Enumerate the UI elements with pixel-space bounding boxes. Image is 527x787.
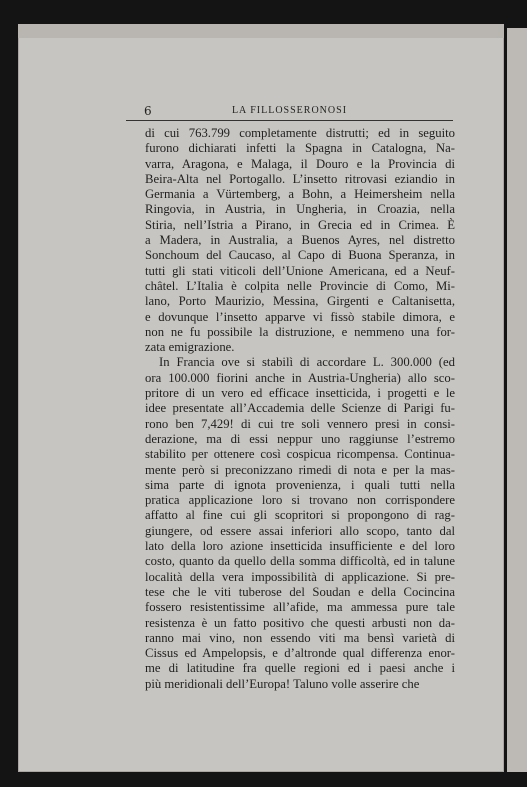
text-line: Ringovia, in Austria, in Ungheria, in Croazia, nella bbox=[145, 202, 455, 217]
text-line: ora 100.000 fiorini anche in Austria-Ungheria) allo sco- bbox=[145, 370, 455, 385]
text-line: lato della loro azione insetticida insufficiente e del loro bbox=[145, 539, 455, 554]
text-line: Beira-Alta nel Portogallo. L’insetto ritrovasi eziandio in bbox=[145, 171, 455, 186]
text-line: me di latitudine fra quelle regioni ed i paesi anche i bbox=[145, 661, 455, 676]
text-line: Stiria, nell’Istria a Pirano, in Grecia ed in Crimea. È bbox=[145, 217, 455, 232]
text-line: affatto al fine cui gli scopritori si propongono di rag- bbox=[145, 508, 455, 523]
page-number: 6 bbox=[144, 104, 152, 118]
text-line: non ne fu possibile la distruzione, e nemmeno una for- bbox=[145, 324, 455, 339]
text-line: ranno mai vino, non essendo viti ma bensì varietà di bbox=[145, 630, 455, 645]
text-line: e dovunque l’insetto apparve vi fissò stabile dimora, e bbox=[145, 309, 455, 324]
text-line: zata emigrazione. bbox=[145, 340, 235, 355]
text-line: più meridionali dell’Europa! Taluno volle asserire che bbox=[145, 676, 420, 691]
text-line: varra, Aragona, e Malaga, il Douro e la Provincia di bbox=[145, 156, 455, 171]
text-line: località della vera impossibilità di applicazione. Si pre- bbox=[145, 569, 455, 584]
text-line: châtel. L’Italia è colpita nelle Provincie di Como, Mi- bbox=[145, 278, 455, 293]
text-line: costo, quanto da quello della somma difficoltà, ed in talune bbox=[145, 554, 455, 569]
text-line: stabilito per ottenere così cospicua ricompensa. Continua- bbox=[145, 447, 455, 462]
text-line: resistenza è un fatto positivo che questi arbusti non da- bbox=[145, 615, 455, 630]
text-line: idee presentate all’Accademia delle Scienze di Parigi fu- bbox=[145, 401, 455, 416]
text-line: Germania a Vürtemberg, a Bohn, a Heimersheim nella bbox=[145, 187, 455, 202]
text-line: lano, Porto Maurizio, Messina, Girgenti e Caltanisetta, bbox=[145, 294, 455, 309]
adjacent-page-edge bbox=[507, 28, 527, 772]
text-line: In Francia ove si stabilì di accordare L. 300.000 (ed bbox=[159, 355, 455, 370]
text-line: pratica applicazione loro si trovano non corrispondere bbox=[145, 493, 455, 508]
text-line: tese che le viti tuberose del Soudan e della Cocincina bbox=[145, 584, 455, 599]
page-header bbox=[126, 104, 453, 121]
text-line: furono dichiarati infetti la Spagna in Catalogna, Na- bbox=[145, 141, 455, 156]
text-line: Sonchoum del Caucaso, al Capo di Buona Speranza, in bbox=[145, 248, 455, 263]
text-line: pritore di un vero ed efficace insetticida, i progetti e le bbox=[145, 386, 455, 401]
text-line: mente però si preconizzano rimedi di nota e per la mas- bbox=[145, 462, 455, 477]
text-line: giungere, od essere assai inferiori allo scopo, tanto dal bbox=[145, 523, 455, 538]
body-text bbox=[145, 126, 455, 692]
text-line: a Madera, in Australia, a Buenos Ayres, nel distretto bbox=[145, 233, 455, 248]
text-line: Cissus ed Ampelopsis, e d’altronde qual differenza enor- bbox=[145, 646, 455, 661]
text-line: sima parte di ignota provenienza, i quali tutti nella bbox=[145, 477, 455, 492]
text-line: di cui 763.799 completamente distrutti; ed in seguito bbox=[145, 126, 455, 140]
text-line: derazione, ma di essi neppur uno raggiunse l’estremo bbox=[145, 431, 455, 446]
text-line: fossero resistentissime all’afide, ma ammessa pure tale bbox=[145, 600, 455, 615]
text-line: rono ben 7,429! di cui tre soli vennero presi in consi- bbox=[145, 416, 455, 431]
text-line: tutti gli stati viticoli dell’Unione Americana, ed a Neuf- bbox=[145, 263, 455, 278]
running-head: LA FILLOSSERONOSI bbox=[231, 105, 348, 116]
